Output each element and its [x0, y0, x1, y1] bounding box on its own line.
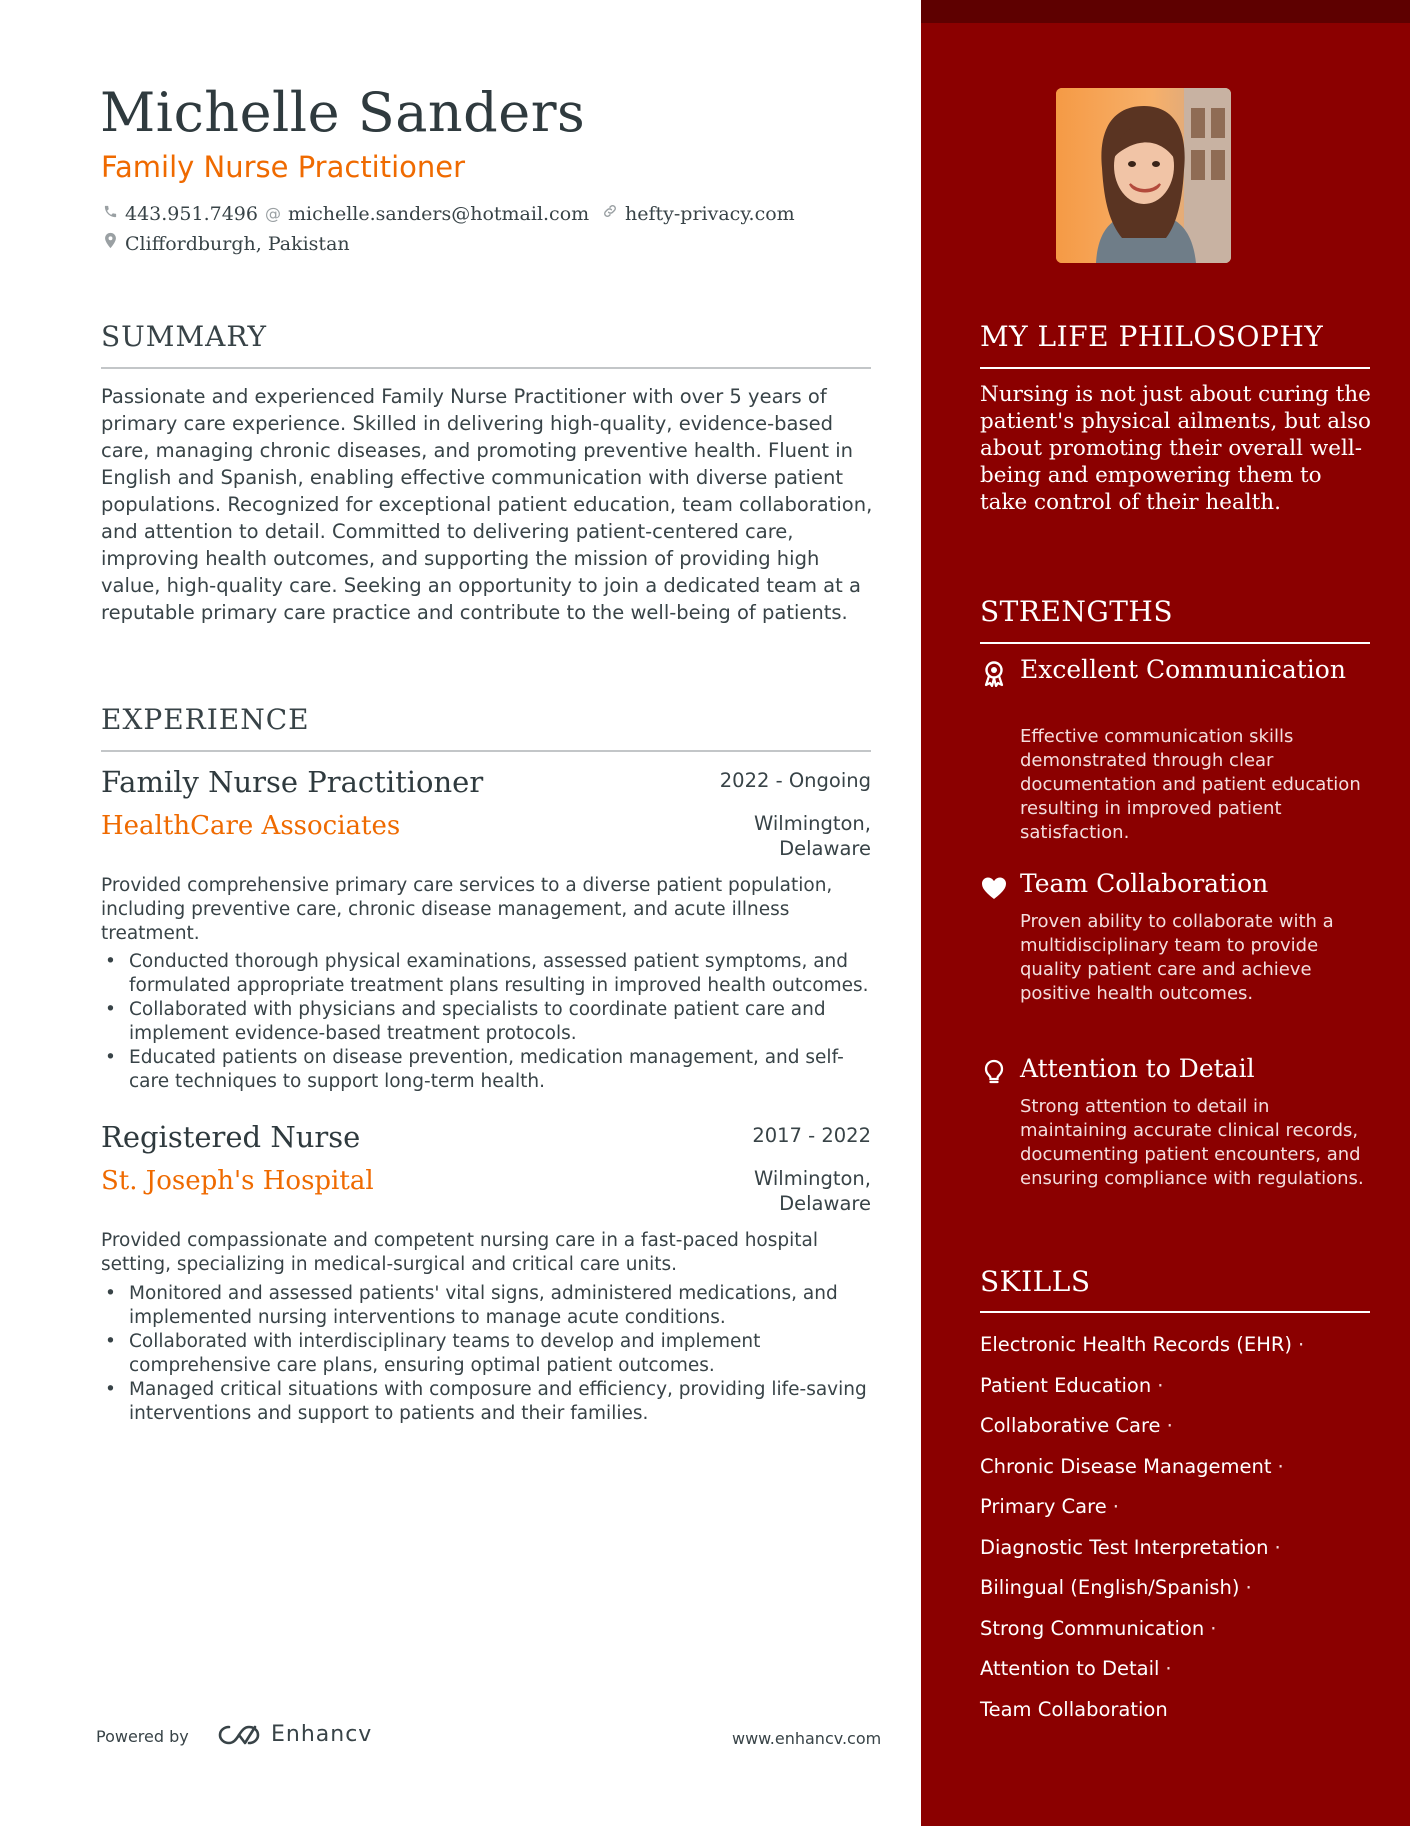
skill-label: Primary Care — [980, 1495, 1107, 1518]
skill-label: Diagnostic Test Interpretation — [980, 1535, 1269, 1559]
at-icon: @ — [265, 204, 281, 223]
skill-label: Attention to Detail — [980, 1657, 1160, 1680]
contact-phone[interactable] — [101, 201, 258, 227]
skills-divider — [980, 1311, 1370, 1313]
skill-separator: · — [1274, 1535, 1281, 1559]
skill-separator: · — [1277, 1454, 1284, 1478]
lightbulb-icon — [980, 1058, 1008, 1086]
skill-item — [980, 1447, 1304, 1488]
job-company: HealthCare Associates — [101, 811, 401, 841]
summary-text: Passionate and experienced Family Nurse Practitioner with over 5 years of primary care experience. Skilled in delivering high-quality, evidence-based care, managing chronic diseases, and promoting preventive health. Fluent in English and Spanish, enabling effective communication with diverse patient populations. Recognized for exceptional patient education, team collaboration, and attention to detail. Committed to delivering patient-centered care, improving health outcomes, and supporting the mission of providing high value, high-quality care. Seeking an opportunity to join a dedicated team at a reputable primary care practice and contribute to the well-being of patients. — [101, 385, 873, 624]
award-icon — [980, 659, 1008, 687]
job-title: Registered Nurse — [101, 1120, 361, 1154]
skill-item — [980, 1487, 1304, 1528]
job-bullet: • Educated patients on disease prevention, medication management, and self-care techniques to support long-term health. — [101, 1046, 881, 1094]
skill-label: Team Collaboration — [980, 1697, 1168, 1721]
job-bullet: • Collaborated with interdisciplinary teams to develop and implement comprehensive care plans, ensuring optimal patient outcomes. — [101, 1330, 881, 1378]
skill-separator: · — [1112, 1495, 1119, 1518]
skill-item — [980, 1609, 1304, 1650]
job-location: Wilmington, Delaware — [754, 812, 871, 860]
job-title: Family Nurse Practitioner — [101, 765, 484, 799]
map-pin-icon — [101, 231, 119, 257]
job-company: St. Joseph's Hospital — [101, 1166, 374, 1196]
location-text: Cliffordburgh, Pakistan — [125, 233, 350, 255]
strength-description: Proven ability to collaborate with a multidisciplinary team to provide quality patient care and achieve positive health outcomes. — [1020, 911, 1334, 1004]
link-icon — [601, 201, 619, 227]
job-dates: 2022 - Ongoing — [719, 769, 871, 792]
skill-label: Strong Communication — [980, 1616, 1205, 1640]
skills-list — [980, 1325, 1304, 1730]
skill-item — [980, 1325, 1304, 1366]
strength-description: Effective communication skills demonstrated through clear documentation and patient education resulting in improved patient satisfaction. — [1020, 726, 1361, 843]
contact-website[interactable] — [601, 201, 795, 227]
job-bullet: • Monitored and assessed patients' vital signs, administered medications, and implemented nursing interventions to manage acute conditions. — [101, 1282, 881, 1330]
strength-title: Attention to Detail — [1020, 1054, 1255, 1083]
enhancv-logo[interactable] — [215, 1720, 372, 1750]
footer-url[interactable]: www.enhancv.com — [732, 1729, 882, 1748]
phone-icon — [101, 201, 119, 227]
enhancv-logo-icon — [215, 1722, 263, 1748]
enhancv-logo-text: Enhancv — [271, 1722, 373, 1747]
strengths-divider — [980, 642, 1370, 644]
heart-icon — [980, 874, 1008, 902]
skill-item — [980, 1528, 1304, 1569]
sidebar — [921, 0, 1410, 1826]
skill-separator: · — [1298, 1333, 1305, 1356]
job-dates: 2017 - 2022 — [752, 1124, 871, 1147]
candidate-title: Family Nurse Practitioner — [101, 150, 466, 184]
job-bullets — [101, 950, 881, 1094]
philosophy-text: Nursing is not just about curing the patient's physical ailments, but also about promoting their overall well-being and empowering them to take control of their health. — [980, 382, 1371, 515]
strength-title: Excellent Communication — [1020, 655, 1346, 684]
skill-item — [980, 1649, 1304, 1690]
strength-description: Strong attention to detail in maintaining accurate clinical records, documenting patient encounters, and ensuring compliance with regulations. — [1020, 1096, 1364, 1189]
phone-text: 443.951.7496 — [125, 203, 258, 225]
profile-photo-image — [1056, 88, 1231, 263]
strengths-heading: STRENGTHS — [980, 595, 1174, 628]
skill-label: Collaborative Care — [980, 1414, 1161, 1437]
skill-item — [980, 1366, 1304, 1407]
skill-label: Chronic Disease Management — [980, 1454, 1272, 1478]
skill-separator: · — [1166, 1414, 1173, 1437]
powered-by-label: Powered by — [96, 1727, 189, 1746]
website-text: hefty-privacy.com — [625, 203, 795, 225]
summary-heading: SUMMARY — [101, 320, 268, 353]
skill-separator: · — [1210, 1616, 1217, 1640]
job-bullet: • Conducted thorough physical examinations, assessed patient symptoms, and formulated appropriate treatment plans resulting in improved health outcomes. — [101, 950, 881, 998]
job-description: Provided compassionate and competent nursing care in a fast-paced hospital setting, specializing in medical-surgical and critical care units. — [101, 1230, 818, 1275]
sidebar-top-bar — [921, 0, 1410, 23]
skills-heading: SKILLS — [980, 1265, 1091, 1298]
summary-divider — [101, 367, 871, 369]
philosophy-heading: MY LIFE PHILOSOPHY — [980, 320, 1324, 353]
skill-separator: · — [1165, 1657, 1172, 1680]
skill-item — [980, 1406, 1304, 1447]
experience-divider — [101, 750, 871, 752]
job-bullet: • Managed critical situations with composure and efficiency, providing life-saving interventions and support to patients and their families. — [101, 1378, 881, 1426]
skill-item — [980, 1568, 1304, 1609]
skill-label: Bilingual (English/Spanish) — [980, 1576, 1240, 1599]
contact-email[interactable] — [264, 201, 589, 227]
skill-separator: · — [1157, 1373, 1164, 1397]
contact-location — [101, 231, 350, 257]
skill-item — [980, 1690, 1304, 1731]
email-text: michelle.sanders@hotmail.com — [288, 203, 590, 225]
job-bullets — [101, 1282, 881, 1426]
job-location: Wilmington, Delaware — [754, 1167, 871, 1215]
candidate-name: Michelle Sanders — [100, 81, 586, 144]
profile-photo — [1056, 88, 1231, 263]
job-bullet: • Collaborated with physicians and specialists to coordinate patient care and implement evidence-based treatment protocols. — [101, 998, 881, 1046]
skill-separator: · — [1245, 1576, 1252, 1599]
experience-heading: EXPERIENCE — [101, 703, 310, 736]
philosophy-divider — [980, 367, 1370, 369]
job-description: Provided comprehensive primary care services to a diverse patient population, including preventive care, chronic disease management, and acute illness treatment. — [101, 875, 833, 944]
skill-label: Electronic Health Records (EHR) — [980, 1333, 1293, 1356]
strength-title: Team Collaboration — [1020, 869, 1269, 898]
skill-label: Patient Education — [980, 1373, 1152, 1397]
